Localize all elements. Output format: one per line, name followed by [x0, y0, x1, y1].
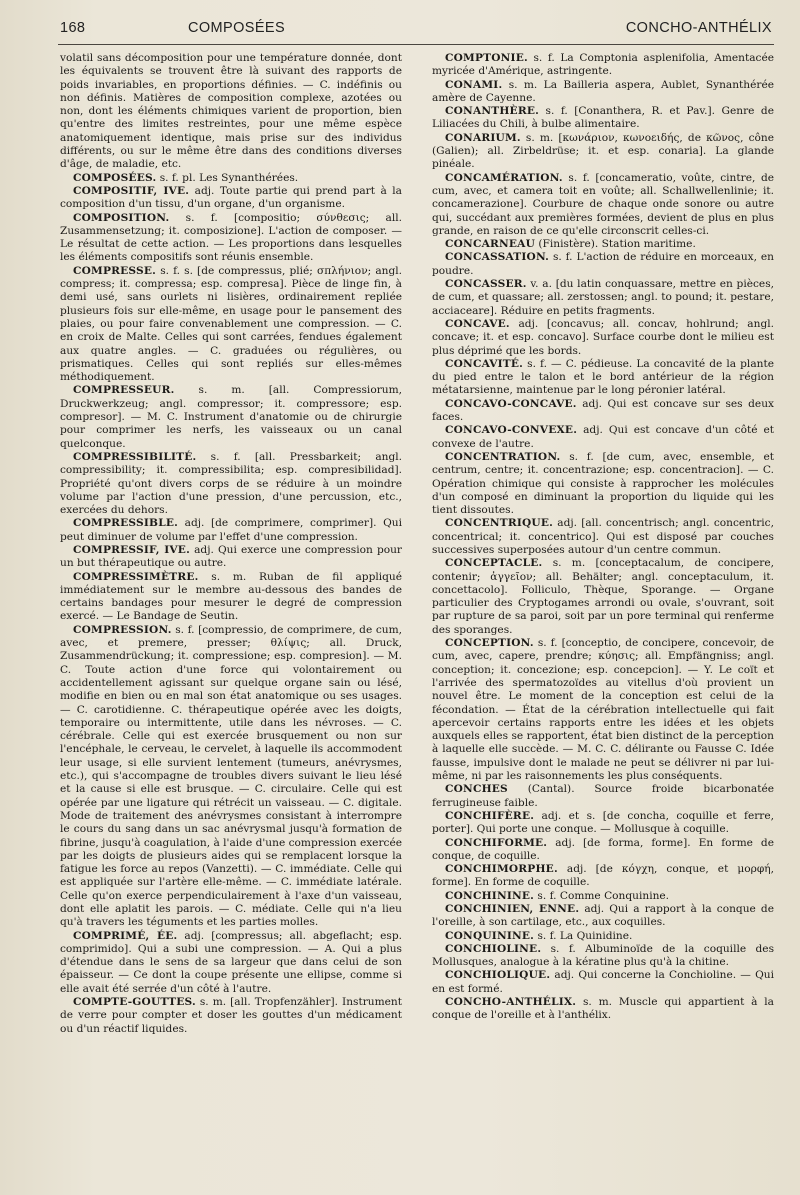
entry-definition: adj. et s. [de concha, coquille et ferre, porter]. Qui porte une conque. — Mollusque à coquille. [432, 809, 774, 836]
entry-headword: CONCHIFÈRE. [445, 809, 535, 822]
entry-headword: CONANTHÈRE. [445, 105, 539, 118]
dictionary-entry [60, 212, 402, 265]
dictionary-entry [432, 810, 774, 837]
dictionary-entry [432, 903, 774, 930]
entry-headword: CONCAMÉRATION. [445, 171, 563, 184]
entry-definition: s. m. Ruban de fil appliqué immédiatement sur le membre au-dessous des bandes de certains bandages pour mesurer le degré de compression exercé. — Le Bandage de Seutin. [60, 570, 403, 623]
entry-definition: s. f. La Comptonia asplenifolia, Amentacée myricée d'Amérique, astringente. [432, 52, 774, 78]
dictionary-entry [432, 79, 774, 106]
entry-headword: COMPRESSIBILITÉ. [73, 450, 197, 463]
entry-headword: CONCHIFORME. [445, 836, 548, 849]
entry-definition: adj. Qui est concave d'un côté et convexe de l'autre. [432, 424, 774, 450]
entry-definition: s. m. [all. Tropfenzähler]. Instrument de verre pour compter et doser les gouttes d'un médicament ou d'un réactif liquides. [60, 996, 402, 1035]
entry-headword: CONCEPTACLE. [445, 557, 543, 570]
dictionary-entry [432, 863, 774, 890]
dictionary-entry [60, 52, 402, 172]
dictionary-entry [432, 424, 774, 451]
left-running-head: COMPOSÉES [188, 20, 286, 36]
entry-headword: COMPOSITION. [73, 211, 170, 224]
left-column [60, 52, 402, 1036]
entry-headword: CONCENTRIQUE. [445, 517, 554, 530]
entry-definition: s. f. Comme Conquinine. [537, 889, 670, 902]
right-running-head: CONCHO-ANTHÉLIX [625, 20, 772, 36]
page-number: 168 [60, 20, 86, 36]
entry-definition: (Finistère). Station maritime. [538, 238, 696, 251]
header-rule [58, 44, 774, 45]
entry-headword: CONCHIOLIQUE. [445, 969, 551, 982]
entry-definition: adj. [compressus; all. abgeflacht; esp. comprimido]. Qui a subi une compression. — A. Qui a plus d'étendue dans le sens de sa largeur que dans celui de son épaisseur. — Ce dont la coupe présente une ellipse, comme si elle avait été serrée d'un côté à l'autre. [60, 929, 402, 995]
entry-definition: adj. Qui exerce une compression pour un but thérapeutique ou autre. [60, 543, 402, 570]
dictionary-entry [432, 278, 774, 318]
dictionary-entry [432, 637, 774, 783]
entry-definition: s. f. pl. Les Synanthérées. [159, 171, 299, 184]
dictionary-entry [60, 517, 402, 544]
entry-headword: COMPRESSIF, IVE. [73, 543, 190, 556]
dictionary-entry [432, 318, 774, 358]
dictionary-entry [432, 969, 774, 996]
dictionary-entry [60, 996, 402, 1036]
entry-headword: CONCASSER. [445, 278, 527, 291]
page-header [58, 18, 774, 42]
dictionary-entry [60, 384, 402, 450]
dictionary-entry [60, 571, 402, 624]
entry-definition: adj. Qui concerne la Conchioline. — Qui en est formé. [432, 969, 774, 995]
dictionary-entry [432, 52, 774, 79]
dictionary-entry [432, 251, 774, 278]
dictionary-entry [432, 930, 774, 943]
entry-definition: s. f. — C. pédieuse. La concavité de la plante du pied entre le talon et le bord antérieur de la région métatarsienne, maintenue par le long péronier latéral. [432, 357, 774, 397]
dictionary-entry [60, 185, 402, 212]
entry-definition: s. f. [concameratio, voûte, cintre, de cum, avec, et camera toit en voûte; all. Schallwellenlinie; it. concamerazione]. Courbure de chaque onde sonore ou autre qui, succédant aux premières formées, devient de plus en plus grande, en raison de ce qu'elle circonscrit celles-ci. [432, 171, 774, 237]
entry-headword: COMPRIMÉ, ÉE. [73, 929, 178, 942]
entry-definition: adj. Qui est concave sur ses deux faces. [432, 397, 775, 424]
entry-definition: s. f. [conceptio, de concipere, concevoir, de cum, avec, capere, prendre; κύησις; all. Empfängniss; angl. conception; it. concezione; esp. concepcion]. — Y. Le coït et l'arrivée des spermatozoïdes au vitellus d'où provient un nouvel être. Le moment de la conception est celui de la fécondation. — État de la cérébration intellectuelle qui fait apercevoir certains rapports entre les idées et les objets auxquels elles se rapportent, état bien distinct de la perception à laquelle elle succède. — M. C. C. délirante ou Fausse C. Idée fausse, impulsive dont le malade ne peut se délivrer ni par lui-même, ni par les raisonnements les plus conséquents. [432, 637, 774, 783]
dictionary-entry [60, 451, 402, 517]
entry-headword: CONCHININE. [445, 889, 535, 902]
dictionary-entry [432, 943, 774, 970]
dictionary-entry [60, 624, 402, 930]
dictionary-entry [432, 132, 774, 172]
entry-definition: s. f. [Conanthera, R. et Pav.]. Genre de Liliacées du Chili, à bulbe alimentaire. [432, 105, 774, 131]
entry-definition: s. f. La Quinidine. [537, 929, 633, 942]
entry-headword: CONCENTRATION. [445, 450, 561, 463]
entry-headword: CONCAVITÉ. [445, 357, 524, 370]
entry-headword: CONCAVE. [445, 317, 510, 330]
entry-definition: v. a. [du latin conquassare, mettre en pièces, de cum, et quassare; all. zerstossen; angl. to pound; it. pestare, acciaceare]. Réduire en petits fragments. [432, 278, 775, 317]
entry-headword: COMPTONIE. [445, 52, 528, 64]
entry-headword: CONQUININE. [445, 929, 535, 942]
entry-definition: adj. [de forma, forme]. En forme de conque, de coquille. [432, 836, 774, 862]
dictionary-entry [432, 783, 774, 810]
entry-headword: CONCASSATION. [445, 251, 550, 264]
entry-headword: COMPRESSEUR. [73, 384, 175, 397]
dictionary-entry [432, 172, 774, 238]
entry-definition: s. m. La Bailleria aspera, Aublet, Synanthérée amère de Cayenne. [432, 78, 774, 104]
entry-headword: CONCHINIEN, ENNE. [445, 903, 580, 915]
entry-definition: s. f. [de cum, avec, ensemble, et centrum, centre; it. concentrazione; esp. concentracion]. — C. Opération chimique qui consiste à rapprocher les molécules d'un composé en diminuant la proportion du liquide qui les tient dissoutes. [432, 450, 774, 517]
dictionary-entry [432, 238, 774, 251]
entry-headword: COMPRESSE. [73, 264, 157, 277]
entry-definition: (Cantal). Source froide bicarbonatée ferrugineuse faible. [432, 783, 775, 809]
dictionary-entry [432, 451, 774, 517]
entry-headword: CONCHIMORPHE. [445, 863, 558, 876]
entry-definition: s. m. [all. Compressiorum, Druckwerkzeug; angl. compressor; it. compressore; esp. compresor]. — M. C. Instrument d'anatomie ou de chirurgie pour comprimer les nerfs, les vaisseaux ou un canal quelconque. [60, 384, 402, 450]
entry-definition: s. m. Muscle qui appartient à la conque de l'oreille et à l'anthélix. [432, 996, 774, 1022]
entry-headword: CONCAVO-CONCAVE. [445, 397, 577, 410]
dictionary-entry [60, 544, 402, 571]
entry-headword: CONCEPTION. [445, 637, 534, 650]
entry-headword: CONCAVO-CONVEXE. [445, 424, 578, 437]
entry-headword: CONCHES [445, 783, 508, 796]
dictionary-entry [432, 890, 774, 903]
dictionary-entry [432, 398, 774, 425]
dictionary-entry [432, 557, 774, 637]
entry-headword: CONCARNEAU [445, 238, 536, 251]
dictionary-entry [60, 265, 402, 385]
dictionary-entry [60, 930, 402, 996]
entry-definition: s. f. [all. Pressbarkeit; angl. compressibility; it. compressibilita; esp. compresibilidad]. Propriété qu'ont divers corps de se réduire à un moindre volume par l'action d'une pression, d'une percussion, etc., exercées du dehors. [60, 450, 402, 517]
dictionary-entry [432, 105, 774, 132]
entry-headword: COMPRESSIMÈTRE. [73, 570, 199, 583]
entry-headword: COMPOSITIF, IVE. [73, 184, 190, 197]
entry-headword: CONAMI. [445, 78, 503, 91]
dictionary-entry [60, 172, 402, 185]
entry-definition: s. m. [conceptacalum, de concipere, contenir; ἀγγεῖον; all. Behälter; angl. conceptaculum, it. concettacolo]. Folliculo, Thèque, Sporange. — Organe particulier des Cryptogames arrondi ou ovale, s'ouvrant, soit par rupture de sa paroi, soit par un pore terminal qui renferme des sporanges. [432, 557, 774, 636]
dictionary-entry [432, 358, 774, 398]
entry-headword: CONCHIOLINE. [445, 942, 542, 955]
entry-definition: s. f. Albuminoïde de la coquille des Mollusques, analogue à la kératine plus qu'à la chitine. [432, 942, 774, 969]
entry-headword: CONARIUM. [445, 131, 521, 144]
entry-headword: COMPOSÉES. [73, 171, 157, 184]
entry-definition: s. f. L'action de réduire en morceaux, en poudre. [432, 251, 774, 277]
entry-headword: CONCHO-ANTHÉLIX. [445, 996, 577, 1009]
dictionary-entry [432, 996, 774, 1023]
entry-headword: COMPRESSION. [73, 623, 172, 636]
entry-definition: volatil sans décomposition pour une température donnée, dont les équivalents se trouvent être là suivant des rapports de poids invariables, en proportions définies. — C. indéfinis ou non définis. Matières de composition complexe, azotées ou non, dont les éléments chimiques varient de proportion, bien qu'entre des limites restreintes, pour une même espèce anatomiquement identique, mais prise sur des individus différents, ou sur le même être dans des conditions diverses d'âge, de maladie, etc. [60, 52, 402, 171]
entry-definition: adj. [all. concentrisch; angl. concentric, concentrical; it. concentrico]. Qui est disposé par couches successives superposées autour d'un centre commun. [432, 517, 774, 556]
entry-definition: s. m. [κωνάριον, κωνοειδής, de κῶνος, cône (Galien); all. Zirbeldrüse; it. et esp. conaria]. La glande pinéale. [432, 131, 774, 171]
entry-definition: adj. [de κόγχη, conque, et μορφή, forme]. En forme de coquille. [432, 863, 774, 889]
dictionary-entry [432, 837, 774, 864]
entry-headword: COMPTE-GOUTTES. [73, 996, 196, 1009]
entry-headword: COMPRESSIBLE. [73, 517, 179, 530]
dictionary-entry [432, 517, 774, 557]
entry-definition: s. f. [compositio; σύνθεσις; all. Zusammensetzung; it. composizione]. L'action de composer. — Le résultat de cette action. — Les proportions dans lesquelles les éléments compositifs sont réunis ensemble. [60, 211, 402, 264]
entry-definition: adj. [concavus; all. concav, hohlrund; angl. concave; it. et esp. concavo]. Surface courbe dont le milieu est plus déprimé que les bords. [432, 317, 774, 357]
entry-definition: adj. Qui a rapport à la conque de l'oreille, à son cartilage, etc., aux coquilles. [432, 903, 774, 929]
entry-definition: adj. Toute partie qui prend part à la composition d'un tissu, d'un organe, d'un organisme. [60, 184, 402, 211]
entry-definition: adj. [de comprimere, comprimer]. Qui peut diminuer de volume par l'effet d'une compression. [60, 517, 403, 543]
right-column [432, 52, 774, 1023]
entry-definition: s. f. [compressio, de comprimere, de cum, avec, et premere, presser; θλίψις; all. Druck, Zusammendrückung; it. compressione; esp. compresion]. — M. C. Toute action d'une force qui volontairement ou accidentellement agissant sur quelque organe sain ou lésé, modifie en bien ou en mal son état anatomique ou ses usages. — C. carotidienne. C. thérapeutique opérée avec les doigts, temporaire ou intermittente, utile dans les névroses. — C. cérébrale. Celle qui est exercée brusquement ou non sur l'encéphale, le cerveau, le cervelet, à laquelle ils accommodent leur usage, si elle survient lentement (tumeurs, anévrysmes, etc.), qui s'accompagne de troubles divers suivant le lieu lésé et la cause si elle est brusque. — C. circulaire. Celle qui est opérée par une ligature qui rétrécit un vaisseau. — C. digitale. Mode de traitement des anévrysmes consistant à interrompre le cours du sang dans un sac anévrysmal jusqu'à formation de fibrine, jusqu'à coagulation, à l'aide d'une compression exercée par les doigts de plusieurs aides qui se remplacent lorsque la fatigue les force au repos (Vanzetti). — C. immédiate. Celle qui est appliquée sur l'artère elle-même. — C. immédiate latérale. Celle qu'on exerce perpendiculairement à l'axe d'un vaisseau, dont elle aplatit les parois. — C. médiate. Celle qui n'a lieu qu'à travers les téguments et les parties molles. [60, 623, 402, 929]
entry-definition: s. f. s. [de compressus, plié; σπλήνιον; angl. compress; it. compressa; esp. compresa]. Pièce de linge fin, à demi usé, sans ourlets ni lisières, ordinairement repliée plusieurs fois sur elle-même, en usage pour le pansement des plaies, ou pour faire convenablement une compression. — C. en croix de Malte. Celles qui sont carrées, fendues également aux quatre angles. — C. graduées ou régulières, ou prismatiques. Celles qui sont repliés sur elles-mêmes méthodiquement. [60, 264, 402, 384]
